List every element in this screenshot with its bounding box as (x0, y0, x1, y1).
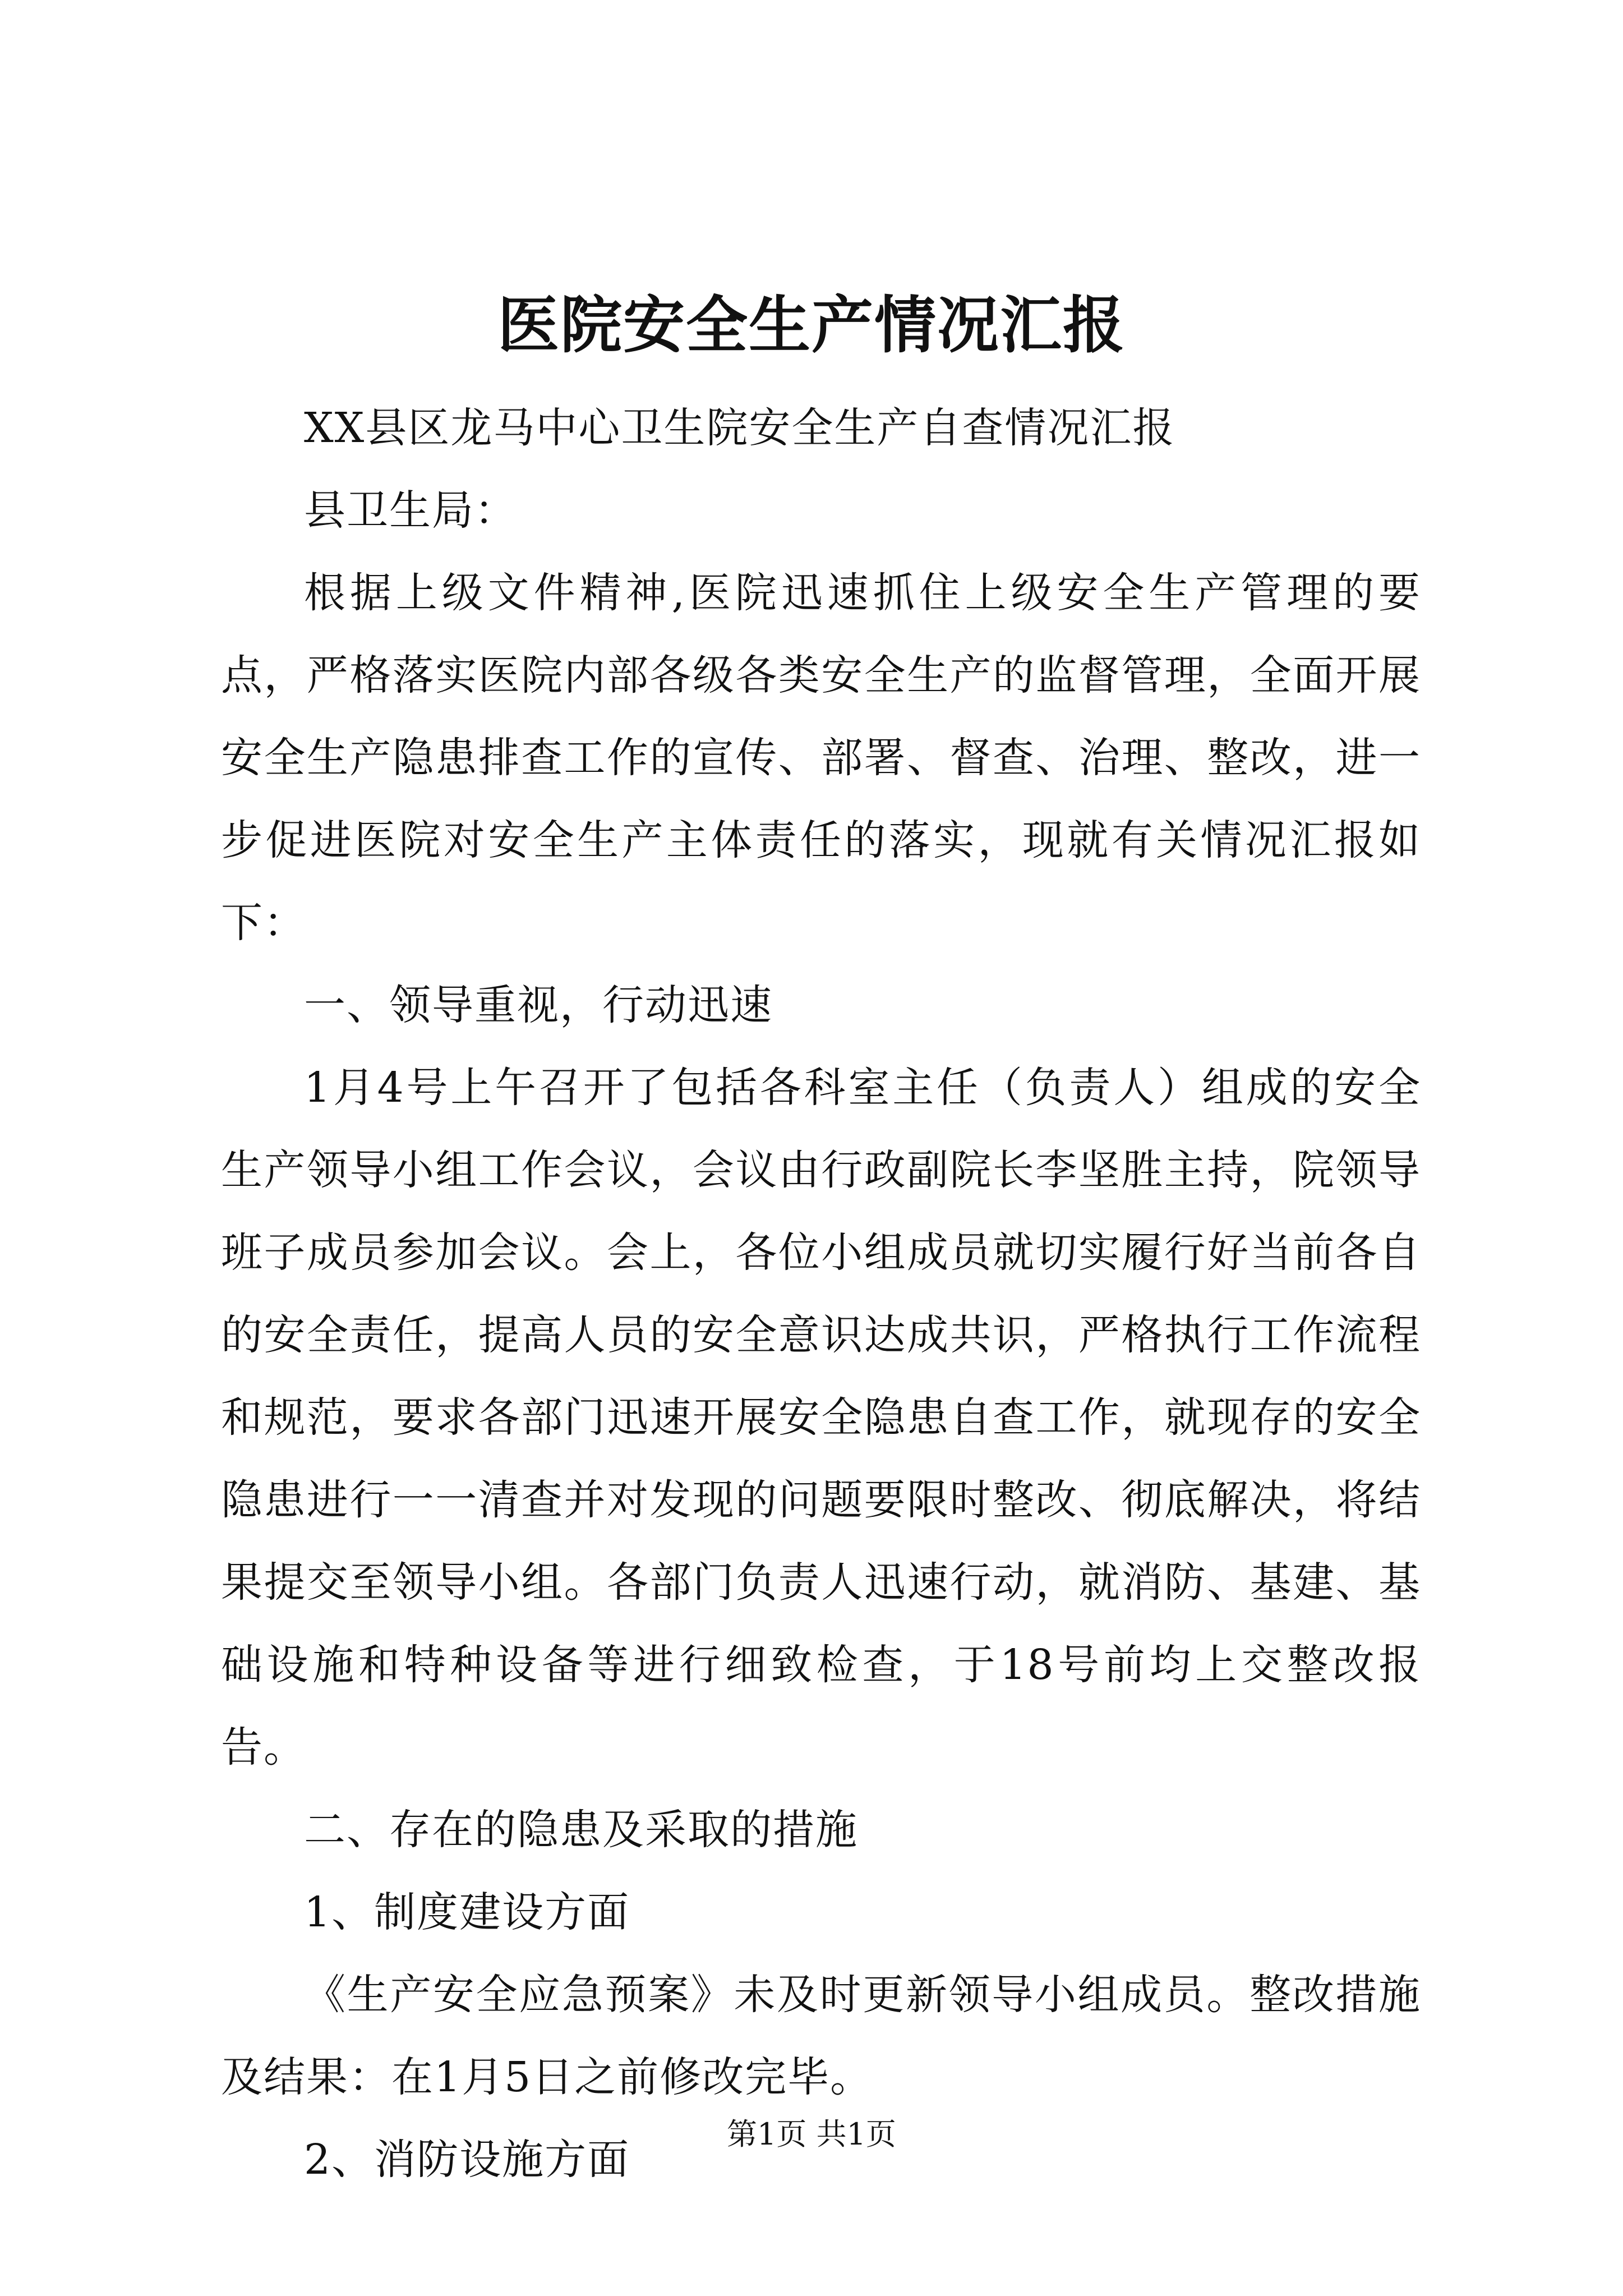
subsection-heading-1: 1、制度建设方面 (304, 1888, 630, 1936)
document-title: 医院安全生产情况汇报 (497, 289, 1126, 361)
section-heading-1: 一、领导重视，行动迅速 (304, 981, 773, 1029)
report-subtitle: XX县区龙马中心卫生院安全生产自查情况汇报 (304, 404, 1175, 452)
document-body (221, 387, 1421, 2201)
subsection-1-paragraph: 《生产安全应急预案》未及时更新领导小组成员。整改措施及结果：在1月5日之前修改完毕。 (221, 1971, 1421, 2101)
section-1-paragraph: 1月4号上午召开了包括各科室主任（负责人）组成的安全生产领导小组工作会议，会议由行政副院长李坚胜主持，院领导班子成员参加会议。会上，各位小组成员就切实履行好当前各自的安全责任，提高人员的安全意识达成共识，严格执行工作流程和规范，要求各部门迅速开展安全隐患自查工作，就现存的安全隐患进行一一清查并对发现的问题要限时整改、彻底解决，将结果提交至领导小组。各部门负责人迅速行动，就消防、基建、基础设施和特种设备等进行细致检查，于18号前均上交整改报告。 (221, 1064, 1421, 1772)
addressee: 县卫生局： (304, 486, 517, 535)
page-footer: 第1页 共1页 (727, 2116, 896, 2152)
subsection-heading-2: 2、消防设施方面 (304, 2136, 630, 2184)
section-heading-2: 二、存在的隐患及采取的措施 (304, 1806, 858, 1854)
intro-paragraph: 根据上级文件精神,医院迅速抓住上级安全生产管理的要点，严格落实医院内部各级各类安全生产的监督管理，全面开展安全生产隐患排查工作的宣传、部署、督查、治理、整改，进一步促进医院对安全生产主体责任的落实，现就有关情况汇报如下： (221, 569, 1421, 947)
